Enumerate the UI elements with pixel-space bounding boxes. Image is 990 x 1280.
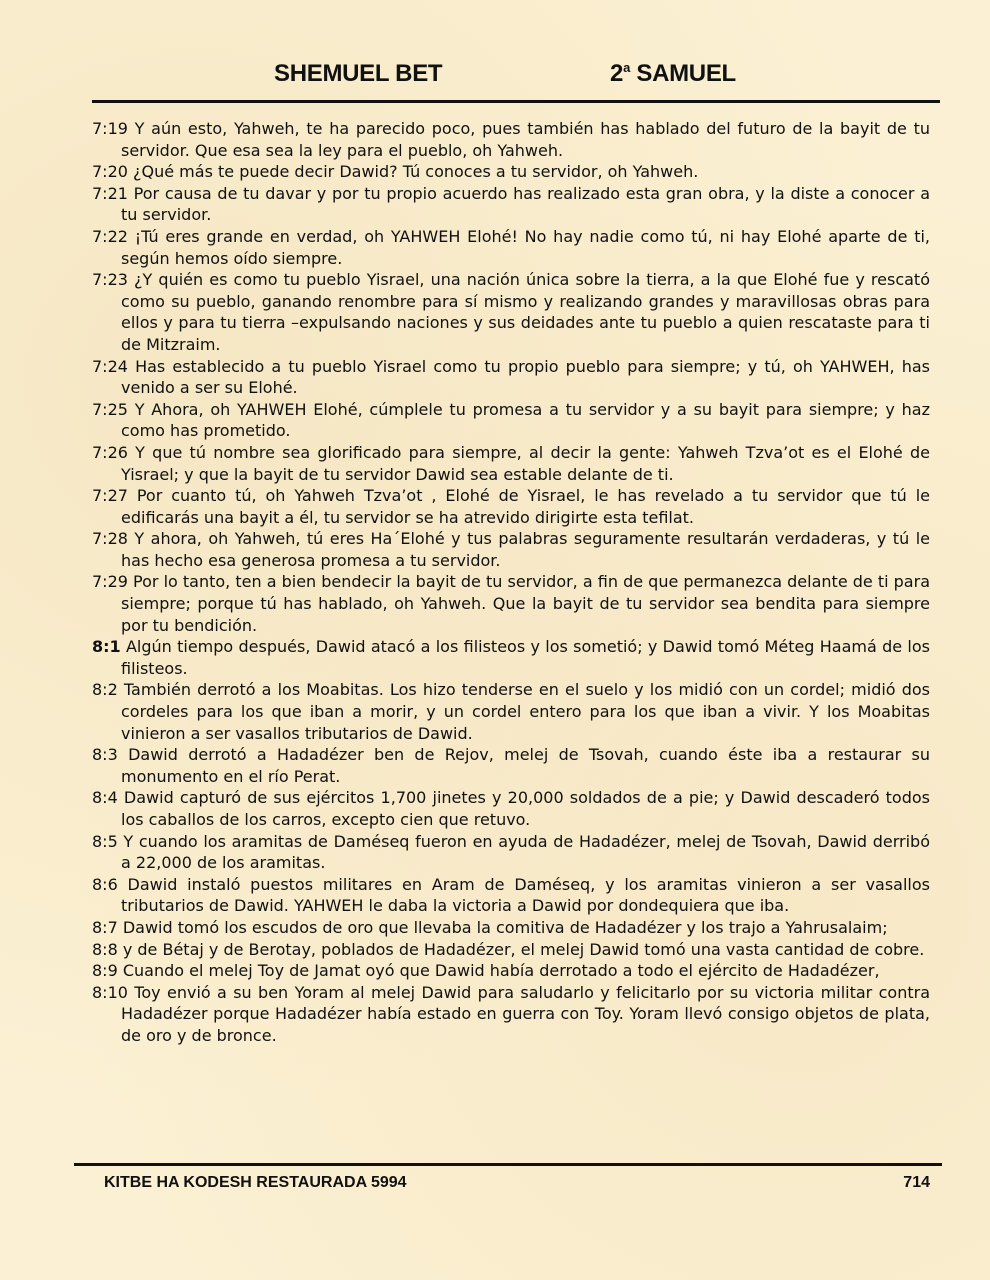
verse-ref: 7:19 xyxy=(92,119,128,138)
verse xyxy=(92,356,930,399)
samuel-number: 2 xyxy=(610,60,624,87)
verse xyxy=(92,571,930,636)
verse xyxy=(92,528,930,571)
verse-ref: 8:4 xyxy=(92,788,118,808)
verse xyxy=(92,226,930,269)
verse-text: Y Ahora, oh YAHWEH Elohé, cúmplele tu promesa a tu servidor y a su bayit para siempre; y haz como has prometido. xyxy=(121,399,930,441)
scripture-text xyxy=(92,118,930,1047)
verse-ref: 8:8 xyxy=(92,939,118,959)
verse xyxy=(92,831,930,874)
verse-chapter-start xyxy=(92,636,930,679)
verse-text: Dawid capturó de sus ejércitos 1,700 jinetes y 20,000 soldados de a pie; y Dawid descaderó todos los caballos de los carros, excepto cien que retuvo. xyxy=(117,788,930,829)
verse-ref: 8:5 xyxy=(92,831,118,851)
verse-ref: 8:2 xyxy=(92,680,118,700)
verse xyxy=(92,269,930,355)
verse xyxy=(92,982,930,1047)
verse-text: Y ahora, oh Yahweh, tú eres Ha´Elohé y tus palabras seguramente resultarán verdaderas, y tú le has hecho esa generosa promesa a tu servidor. xyxy=(121,529,930,570)
verse-ref: 8:9 xyxy=(92,961,118,981)
samuel-word: SAMUEL xyxy=(630,60,736,87)
verse-text: Por cuanto tú, oh Yahweh Tzva’ot , Elohé de Yisrael, le has revelado a tu servidor que tú le edificarás una bayit a él, tu servidor se ha atrevido dirigirte esta tefilat. xyxy=(121,486,930,527)
verse-ref: 7:23 xyxy=(92,270,128,290)
verse xyxy=(92,161,930,183)
verse xyxy=(92,399,930,442)
samuel-ordinal: a xyxy=(623,60,630,75)
verse-text: También derrotó a los Moabitas. Los hizo tenderse en el suelo y los midió con un cordel; midió dos cordeles para los que iban a morir, y un cordel entero para los que iban a vivir. Y los Moabitas vinieron a ser vasallos tributarios de Dawid. xyxy=(117,680,930,743)
verse xyxy=(92,744,930,787)
verse xyxy=(92,874,930,917)
verse-text: Dawid tomó los escudos de oro que llevaba la comitiva de Hadadézer y los trajo a Yahrusalaim; xyxy=(117,917,888,937)
verse-ref: 7:21 xyxy=(92,183,128,203)
verse xyxy=(92,917,930,939)
verse-text: Algún tiempo después, Dawid atacó a los filisteos y los sometió; y Dawid tomó Méteg Haamá de los filisteos. xyxy=(120,637,930,678)
verse-text: Por lo tanto, ten a bien bendecir la bayit de tu servidor, a fin de que permanezca delante de ti para siempre; porque tú has hablado, oh Yahweh. Que la bayit de tu servidor sea bendita para siempre por tu bendición. xyxy=(121,572,930,635)
verse-text: y de Bétaj y de Berotay, poblados de Hadadézer, el melej Dawid tomó una vasta cantidad de cobre. xyxy=(117,939,925,959)
verse xyxy=(92,960,930,982)
verse-ref: 7:27 xyxy=(92,486,128,506)
verse xyxy=(92,679,930,744)
verse-ref: 7:24 xyxy=(92,356,128,376)
footer-title: KITBE HA KODESH RESTAURADA 5994 xyxy=(104,1174,407,1191)
verse-ref: 7:28 xyxy=(92,529,128,549)
verse-ref: 8:1 xyxy=(92,637,121,657)
verse-ref: 8:7 xyxy=(92,917,118,937)
verse xyxy=(92,485,930,528)
verse xyxy=(92,118,930,161)
page-footer xyxy=(74,1163,942,1191)
verse xyxy=(92,442,930,485)
verse-text: Y aún esto, Yahweh, te ha parecido poco, pues también has hablado del futuro de la bayit de tu servidor. Que esa sea la ley para el pueblo, oh Yahweh. xyxy=(121,119,930,160)
book-title-hebrew: SHEMUEL BET xyxy=(274,60,443,87)
verse-text: Dawid derrotó a Hadadézer ben de Rejov, melej de Tsovah, cuando éste iba a restaurar su monumento en el río Perat. xyxy=(117,745,930,786)
verse-ref: 7:20 xyxy=(92,162,128,182)
verse-text: ¿Qué más te puede decir Dawid? Tú conoces a tu servidor, oh Yahweh. xyxy=(127,162,699,182)
verse-ref: 7:25 xyxy=(92,399,128,419)
verse-text: ¿Y quién es como tu pueblo Yisrael, una nación única sobre la tierra, a la que Elohé fue y rescató como su pueblo, ganando renombre para sí mismo y realizando grandes y maravillosas obras para ellos y para tu tierra –expulsando naciones y sus deidades ante tu pueblo a quien rescataste para ti de Mitzraim. xyxy=(121,270,930,354)
verse xyxy=(92,183,930,226)
page-header xyxy=(92,58,940,103)
verse-text: ¡Tú eres grande en verdad, oh YAHWEH Elohé! No hay nadie como tú, ni hay Elohé aparte de ti, según hemos oído siempre. xyxy=(121,226,930,268)
verse-text: Cuando el melej Toy de Jamat oyó que Dawid había derrotado a todo el ejército de Hadadézer, xyxy=(117,961,880,981)
book-title-spanish xyxy=(610,60,736,88)
verse-text: Por causa de tu davar y por tu propio acuerdo has realizado esta gran obra, y la diste a conocer a tu servidor. xyxy=(121,183,930,225)
page-number: 714 xyxy=(903,1174,930,1191)
verse-text: Dawid instaló puestos militares en Aram de Daméseq, y los aramitas vinieron a ser vasallos tributarios de Dawid. YAHWEH le daba la victoria a Dawid por dondequiera que iba. xyxy=(117,874,930,916)
verse xyxy=(92,787,930,830)
verse-ref: 8:10 xyxy=(92,982,128,1002)
verse-ref: 8:3 xyxy=(92,745,118,765)
verse xyxy=(92,939,930,961)
verse-text: Y que tú nombre sea glorificado para siempre, al decir la gente: Yahweh Tzva’ot es el Elohé de Yisrael; y que la bayit de tu servidor Dawid sea estable delante de ti. xyxy=(121,442,930,484)
verse-ref: 7:29 xyxy=(92,572,128,592)
verse-text: Y cuando los aramitas de Daméseq fueron en ayuda de Hadadézer, melej de Tsovah, Dawid derribó a 22,000 de los aramitas. xyxy=(117,831,930,873)
verse-ref: 7:22 xyxy=(92,226,128,246)
verse-text: Has establecido a tu pueblo Yisrael como tu propio pueblo para siempre; y tú, oh YAHWEH, has venido a ser su Elohé. xyxy=(121,356,930,398)
verse-ref: 8:6 xyxy=(92,874,118,894)
verse-ref: 7:26 xyxy=(92,442,128,462)
verse-text: Toy envió a su ben Yoram al melej Dawid para saludarlo y felicitarlo por su victoria militar contra Hadadézer porque Hadadézer había estado en guerra con Toy. Yoram llevó consigo objetos de plata, de oro y de bronce. xyxy=(121,982,930,1045)
